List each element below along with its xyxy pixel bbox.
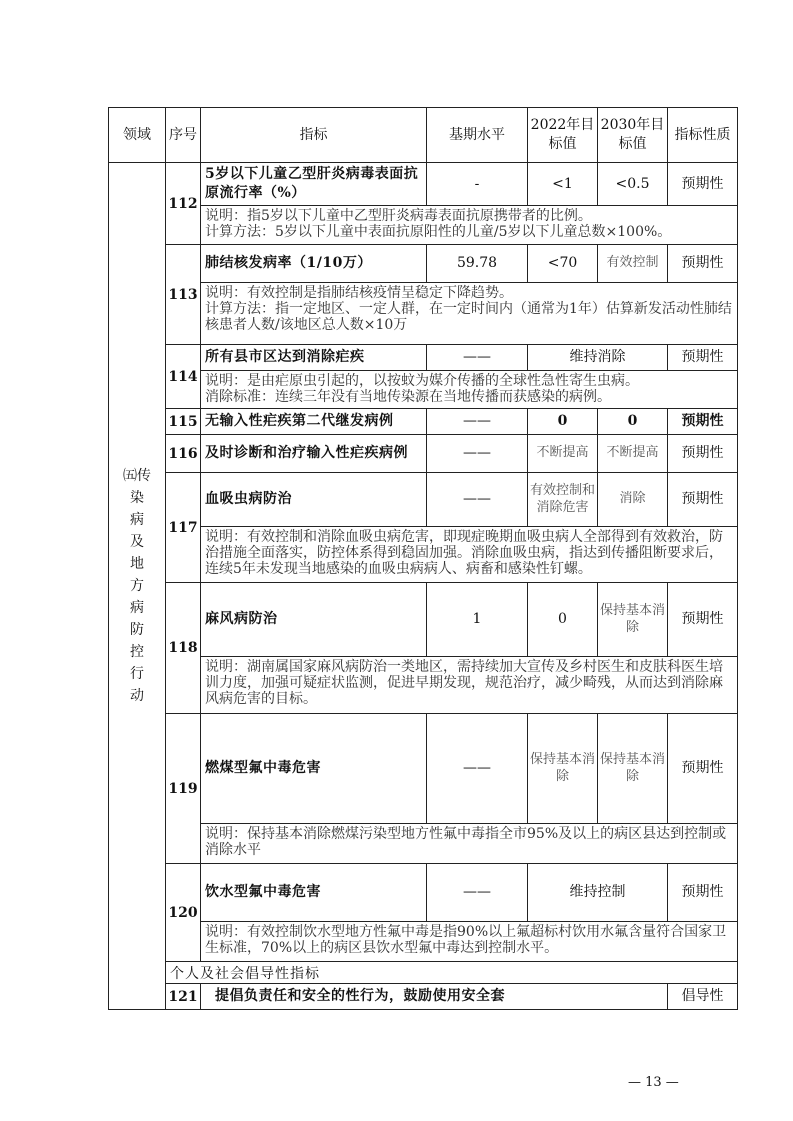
indicator-name: 5岁以下儿童乙型肝炎病毒表面抗原流行率（%） [201,163,427,206]
baseline-value: —— [427,714,528,824]
baseline-value: 1 [427,583,528,657]
row-number: 120 [166,864,201,962]
row-number: 112 [166,163,201,245]
category-row [109,962,738,984]
indicator-note: 说明：是由疟原虫引起的，以按蚊为媒介传播的全球性急性寄生虫病。 消除标准：连续三年没有当地传染源在当地传播而获感染的病例。 [201,371,738,409]
note-row [109,824,738,864]
indicator-note: 说明：有效控制是指肺结核疫情呈稳定下降趋势。 计算方法：指一定地区、一定人群，在一定时间内（通常为1年）估算新发活动性肺结核患者人数/该地区总人数×10万 [201,283,738,345]
target-2030: 有效控制 [598,245,668,283]
table-row [109,409,738,435]
baseline-value: —— [427,473,528,527]
row-number: 114 [166,345,201,409]
indicator-note: 说明：有效控制饮水型地方性氟中毒是指90%以上氟超标村饮用水氟含量符合国家卫生标准，70%以上的病区县饮水型氟中毒达到控制水平。 [201,922,738,962]
indicator-nature: 预期性 [668,473,738,527]
target-2030: 保持基本消除 [598,714,668,824]
note-row [109,283,738,345]
indicator-nature: 倡导性 [668,984,738,1010]
note-row [109,206,738,245]
row-number: 118 [166,583,201,714]
target-2022: 0 [528,583,598,657]
row-number: 117 [166,473,201,583]
indicator-name: 血吸虫病防治 [201,473,427,527]
table-row [109,345,738,371]
header-domain: 领域 [109,108,166,163]
target-2030: 保持基本消除 [598,583,668,657]
table-row [109,245,738,283]
header-baseline: 基期水平 [427,108,528,163]
indicator-note: 说明：指5岁以下儿童中乙型肝炎病毒表面抗原携带者的比例。 计算方法：5岁以下儿童中表面抗原阳性的儿童/5岁以下儿童总数×100%。 [201,206,738,245]
indicator-table [108,107,738,1010]
row-number: 115 [166,409,201,435]
table-row [109,714,738,824]
indicator-nature: 预期性 [668,163,738,206]
page-number: — 13 — [628,1075,679,1090]
target-2022: 保持基本消除 [528,714,598,824]
table-row [109,435,738,473]
row-number: 116 [166,435,201,473]
target-2030: <0.5 [598,163,668,206]
table-row [109,163,738,206]
indicator-nature: 预期性 [668,345,738,371]
baseline-value: - [427,163,528,206]
header-target-2022: 2022年目标值 [528,108,598,163]
row-number: 119 [166,714,201,864]
indicator-nature: 预期性 [668,435,738,473]
indicator-name: 无输入性疟疾第二代继发病例 [201,409,427,435]
note-row [109,527,738,583]
note-row [109,922,738,962]
baseline-value: —— [427,345,528,371]
baseline-value: —— [427,409,528,435]
header-row [109,108,738,163]
indicator-name: 所有县市区达到消除疟疾 [201,345,427,371]
target-2022: <1 [528,163,598,206]
target-merged: 维持消除 [528,345,668,371]
target-2030: 0 [598,409,668,435]
target-2022: <70 [528,245,598,283]
indicator-note: 说明：保持基本消除燃煤污染型地方性氟中毒指全市95%及以上的病区县达到控制或消除水平 [201,824,738,864]
baseline-value: —— [427,435,528,473]
indicator-nature: 预期性 [668,714,738,824]
indicator-note: 说明：有效控制和消除血吸虫病危害，即现症晚期血吸虫病人全部得到有效救治，防治措施全面落实，防控体系得到稳固加强。消除血吸虫病，指达到传播阻断要求后，连续5年未发现当地感染的血吸虫病病人、病畜和感染性钉螺。 [201,527,738,583]
indicator-name: 麻风病防治 [201,583,427,657]
note-row [109,657,738,714]
header-nature: 指标性质 [668,108,738,163]
row-number: 121 [166,984,201,1010]
indicator-name: 提倡负责任和安全的性行为，鼓励使用安全套 [201,984,668,1010]
indicator-nature: 预期性 [668,245,738,283]
table-row [109,583,738,657]
indicator-name: 饮水型氟中毒危害 [201,864,427,922]
indicator-name: 燃煤型氟中毒危害 [201,714,427,824]
baseline-value: —— [427,864,528,922]
indicator-nature: 预期性 [668,583,738,657]
table-row [109,864,738,922]
target-merged: 维持控制 [528,864,668,922]
row-number: 113 [166,245,201,345]
indicator-name: 肺结核发病率（1/10万） [201,245,427,283]
indicator-nature: 预期性 [668,864,738,922]
indicator-name: 及时诊断和治疗输入性疟疾病例 [201,435,427,473]
target-2030: 不断提高 [598,435,668,473]
baseline-value: 59.78 [427,245,528,283]
section-label: ㈤传 染 病 及 地 方 病 防 控 行 动 [109,163,166,1010]
indicator-note: 说明：湖南属国家麻风病防治一类地区，需持续加大宣传及乡村医生和皮肤科医生培训力度，加强可疑症状监测，促进早期发现，规范治疗，减少畸残，从而达到消除麻风病危害的目标。 [201,657,738,714]
table-row [109,984,738,1010]
target-2030: 消除 [598,473,668,527]
category-label: 个人及社会倡导性指标 [166,962,738,984]
header-indicator: 指标 [201,108,427,163]
header-target-2030: 2030年目标值 [598,108,668,163]
header-seq: 序号 [166,108,201,163]
target-2022: 有效控制和消除危害 [528,473,598,527]
note-row [109,371,738,409]
indicator-nature: 预期性 [668,409,738,435]
target-2022: 不断提高 [528,435,598,473]
table-row [109,473,738,527]
target-2022: 0 [528,409,598,435]
